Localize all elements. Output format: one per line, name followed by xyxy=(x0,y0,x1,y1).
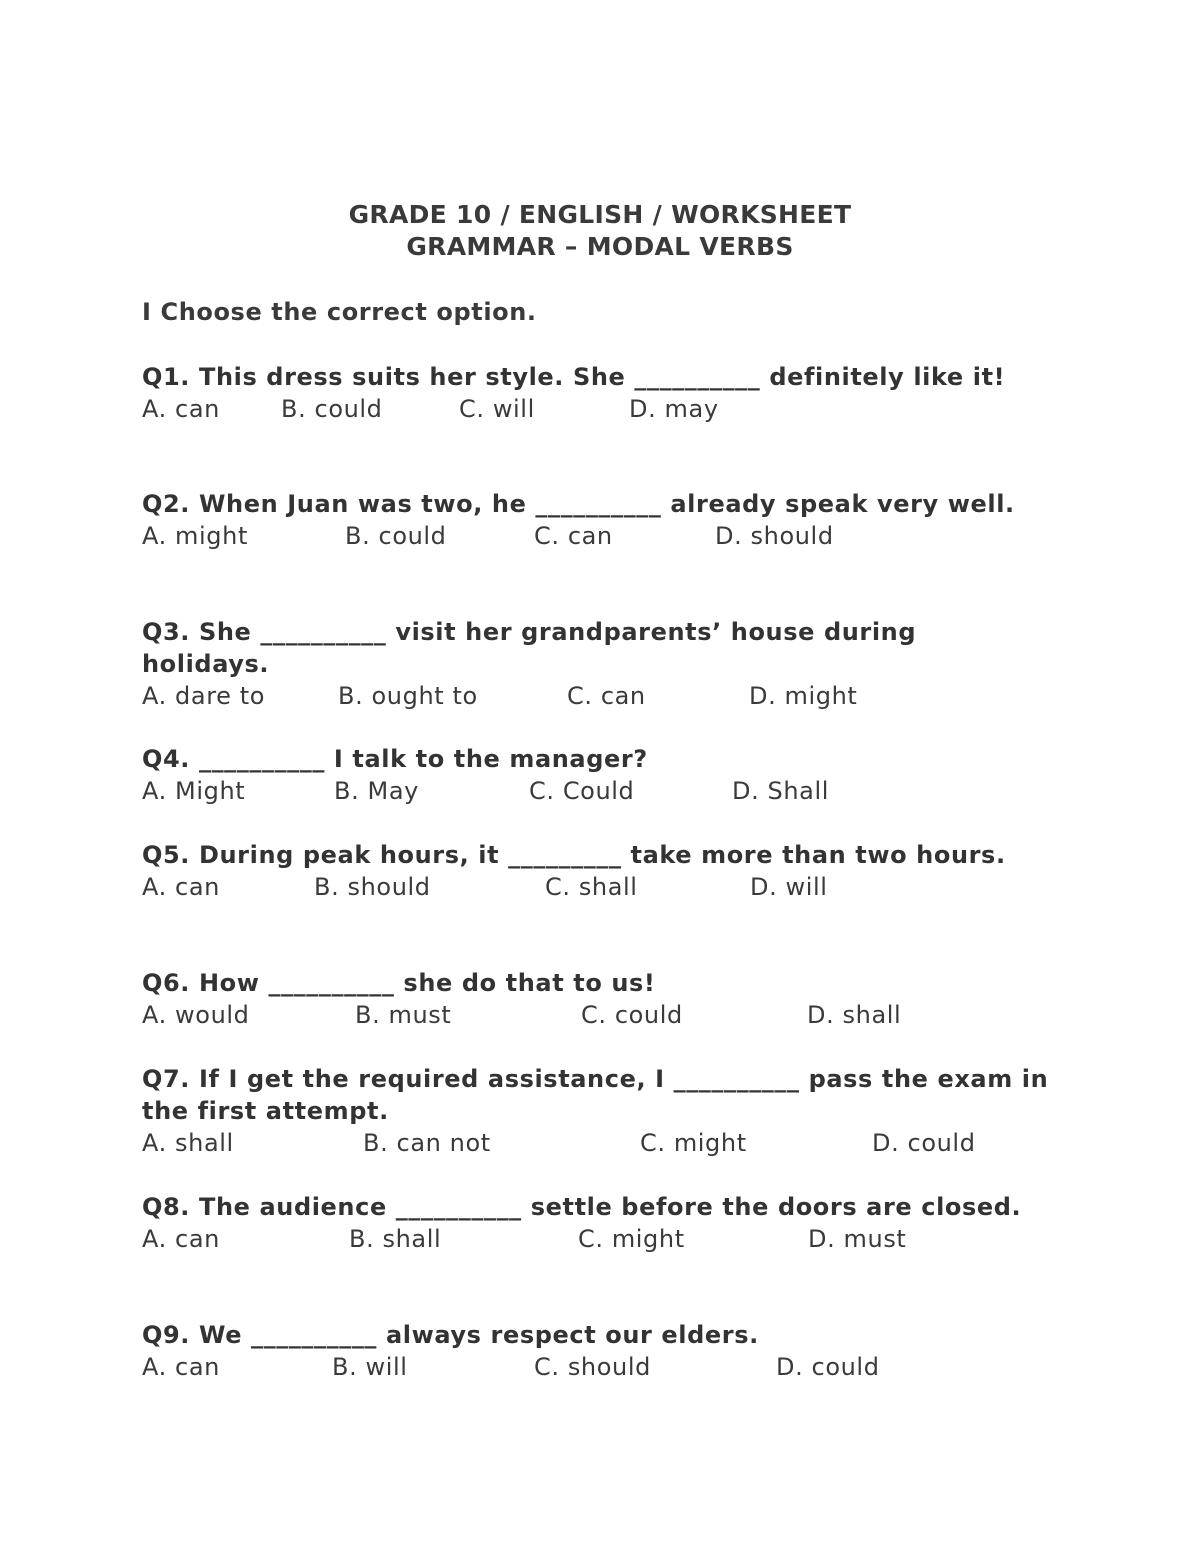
question-8 xyxy=(142,1191,1052,1255)
question-text: Q4. __________ I talk to the manager? xyxy=(142,745,648,773)
option-b: B. can not xyxy=(363,1129,491,1157)
option-c: C. can xyxy=(567,682,646,710)
answer-options xyxy=(142,1223,1052,1255)
option-d: D. might xyxy=(749,682,858,710)
question-text: Q3. She __________ visit her grandparents’ house during holidays. xyxy=(142,618,917,678)
question-2 xyxy=(142,488,1052,552)
option-a: A. dare to xyxy=(142,682,266,710)
option-c: C. might xyxy=(578,1225,685,1253)
question-9 xyxy=(142,1319,1052,1383)
option-a: A. can xyxy=(142,1353,220,1381)
option-b: B. will xyxy=(332,1353,408,1381)
question-1 xyxy=(142,361,1052,425)
answer-options xyxy=(142,680,1052,712)
option-a: A. shall xyxy=(142,1129,234,1157)
option-c: C. Could xyxy=(529,777,635,805)
option-d: D. could xyxy=(776,1353,880,1381)
question-text: Q9. We __________ always respect our elders. xyxy=(142,1321,759,1349)
question-5 xyxy=(142,839,1052,903)
option-c: C. might xyxy=(640,1129,747,1157)
question-text: Q7. If I get the required assistance, I __________ pass the exam in the first attempt. xyxy=(142,1065,1049,1125)
option-d: D. shall xyxy=(807,1001,902,1029)
answer-options xyxy=(142,871,1052,903)
option-b: B. could xyxy=(345,522,447,550)
option-b: B. shall xyxy=(349,1225,442,1253)
answer-options xyxy=(142,1351,1052,1383)
option-b: B. ought to xyxy=(338,682,478,710)
option-d: D. Shall xyxy=(732,777,830,805)
answer-options xyxy=(142,775,1052,807)
option-a: A. can xyxy=(142,873,220,901)
question-text: Q5. During peak hours, it _________ take more than two hours. xyxy=(142,841,1006,869)
worksheet-header xyxy=(0,199,1200,263)
option-b: B. should xyxy=(314,873,431,901)
option-a: A. would xyxy=(142,1001,250,1029)
question-3 xyxy=(142,616,1052,712)
question-text: Q1. This dress suits her style. She __________ definitely like it! xyxy=(142,363,1006,391)
answer-options xyxy=(142,1127,1052,1159)
option-c: C. could xyxy=(581,1001,683,1029)
option-a: A. can xyxy=(142,395,220,423)
option-a: A. can xyxy=(142,1225,220,1253)
question-text: Q8. The audience __________ settle before the doors are closed. xyxy=(142,1193,1022,1221)
option-c: C. shall xyxy=(545,873,638,901)
option-d: D. should xyxy=(715,522,834,550)
instruction-text: I Choose the correct option. xyxy=(142,298,537,326)
option-b: B. must xyxy=(355,1001,452,1029)
option-a: A. Might xyxy=(142,777,246,805)
option-c: C. will xyxy=(459,395,535,423)
answer-options xyxy=(142,520,1052,552)
question-6 xyxy=(142,967,1052,1031)
answer-options xyxy=(142,999,1052,1031)
option-b: B. could xyxy=(281,395,383,423)
answer-options xyxy=(142,393,1052,425)
option-b: B. May xyxy=(334,777,419,805)
option-d: D. could xyxy=(872,1129,976,1157)
option-a: A. might xyxy=(142,522,248,550)
header-title: GRADE 10 / ENGLISH / WORKSHEET xyxy=(348,200,852,229)
option-d: D. may xyxy=(629,395,719,423)
option-d: D. must xyxy=(808,1225,907,1253)
option-c: C. can xyxy=(534,522,613,550)
question-7 xyxy=(142,1063,1052,1159)
option-d: D. will xyxy=(750,873,828,901)
header-subtitle: GRAMMAR – MODAL VERBS xyxy=(406,232,794,261)
question-text: Q2. When Juan was two, he __________ already speak very well. xyxy=(142,490,1015,518)
question-4 xyxy=(142,743,1052,807)
question-text: Q6. How __________ she do that to us! xyxy=(142,969,656,997)
option-c: C. should xyxy=(534,1353,651,1381)
